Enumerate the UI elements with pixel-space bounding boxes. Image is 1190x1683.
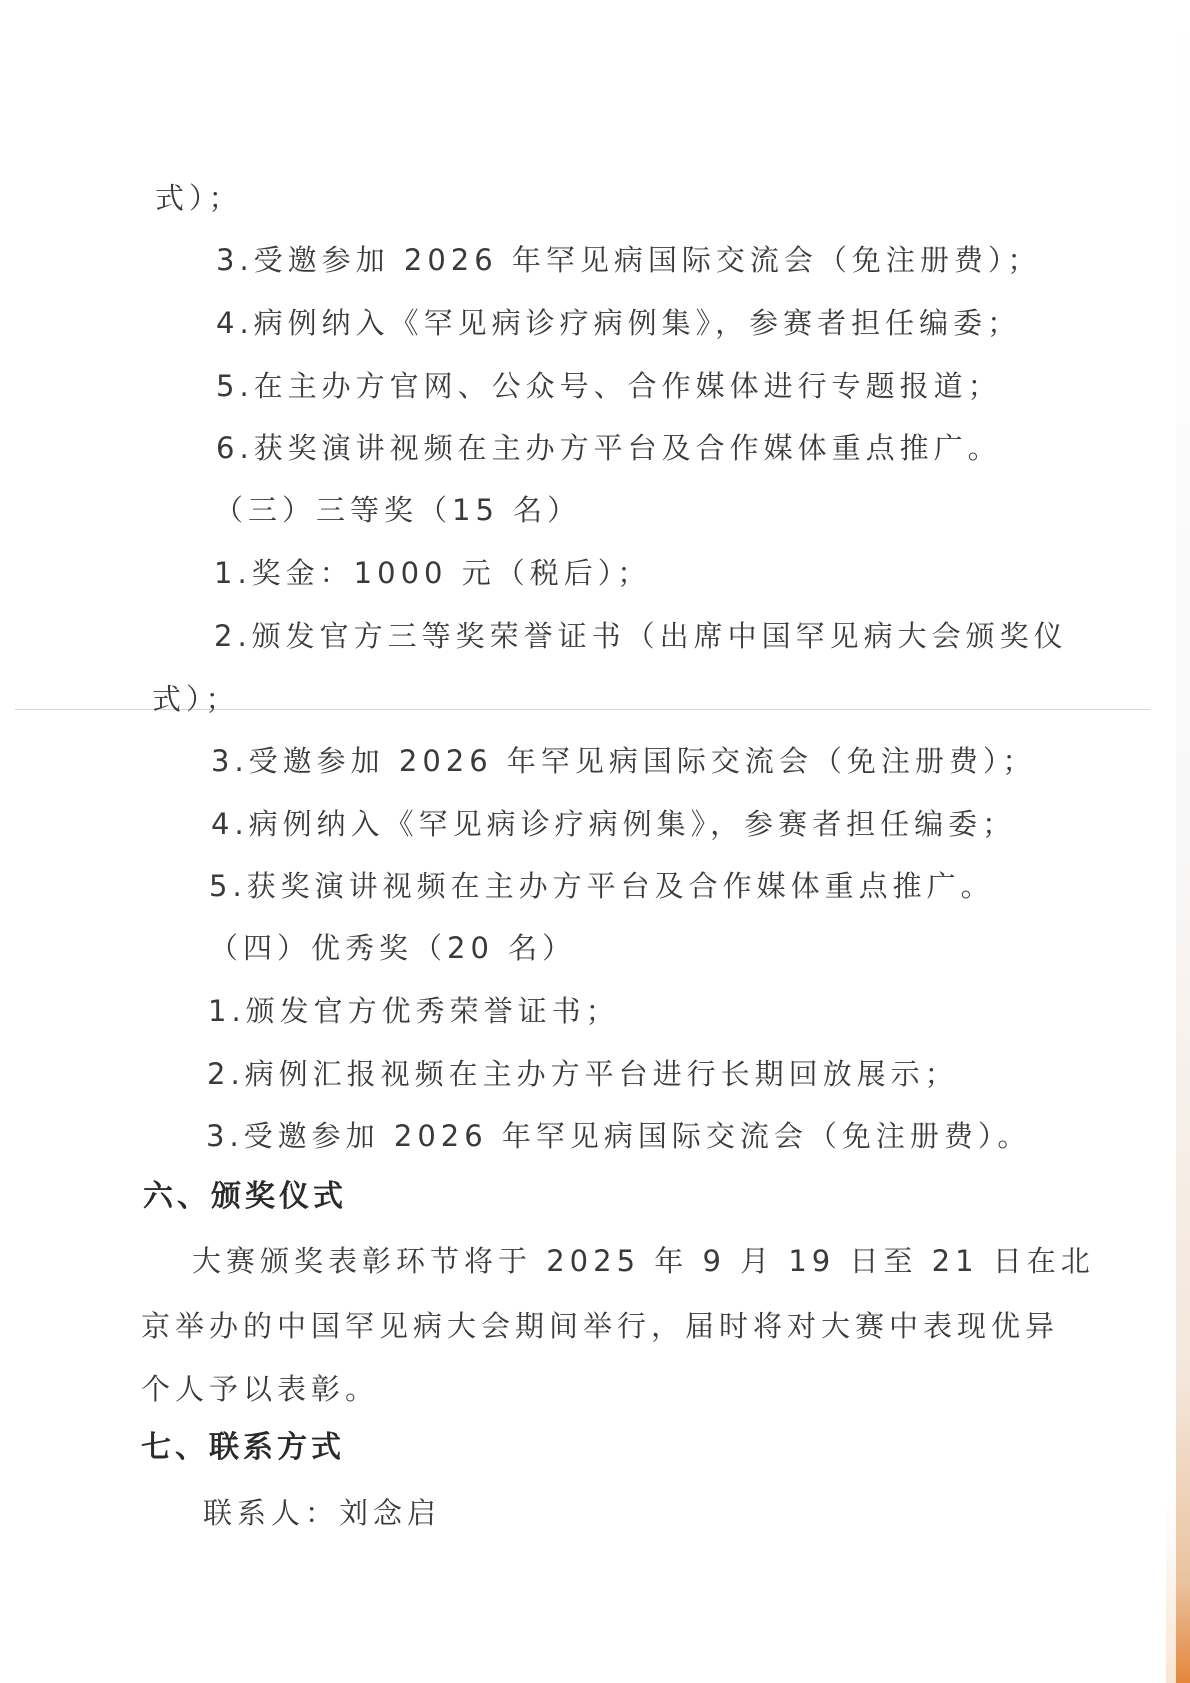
subsection-heading: （四）优秀奖（20 名） [209, 931, 577, 965]
paragraph-line: 京举办的中国罕见病大会期间举行，届时将对大赛中表现优异 [141, 1309, 1060, 1343]
text-line: 3.受邀参加 2026 年罕见病国际交流会（免注册费）； [211, 744, 1037, 778]
section-heading-award-ceremony: 六、颁奖仪式 [143, 1179, 347, 1214]
scan-edge-shadow [1176, 0, 1190, 1683]
section-heading-contact: 七、联系方式 [141, 1430, 345, 1465]
text-line: 5.在主办方官网、公众号、合作媒体进行专题报道； [216, 369, 1002, 403]
text-line: 1.颁发官方优秀荣誉证书； [208, 994, 620, 1028]
paragraph-line: 个人予以表彰。 [141, 1372, 380, 1406]
text-line: 2.颁发官方三等奖荣誉证书（出席中国罕见病大会颁奖仪 [214, 619, 1068, 653]
text-line: 3.受邀参加 2026 年罕见病国际交流会（免注册费）。 [206, 1119, 1032, 1153]
scan-edge-tint [1166, 1500, 1176, 1683]
subsection-heading: （三）三等奖（15 名） [214, 493, 582, 527]
text-line-continuation: 式）； [152, 682, 240, 716]
text-line: 6.获奖演讲视频在主办方平台及合作媒体重点推广。 [216, 431, 1002, 465]
paragraph-line: 大赛颁奖表彰环节将于 2025 年 9 月 19 日至 21 日在北 [192, 1244, 1095, 1278]
text-line: 1.奖金：1000 元（税后）； [214, 556, 652, 590]
text-line: 2.病例汇报视频在主办方平台进行长期回放展示； [207, 1057, 959, 1091]
text-line: 3.受邀参加 2026 年罕见病国际交流会（免注册费）； [216, 243, 1042, 277]
text-line: 4.病例纳入《罕见病诊疗病例集》，参赛者担任编委； [216, 306, 1022, 340]
text-line: 5.获奖演讲视频在主办方平台及合作媒体重点推广。 [209, 869, 995, 903]
text-line-continuation: 式）； [155, 181, 243, 215]
contact-person: 联系人：刘念启 [203, 1496, 442, 1530]
text-line: 4.病例纳入《罕见病诊疗病例集》，参赛者担任编委； [211, 807, 1017, 841]
